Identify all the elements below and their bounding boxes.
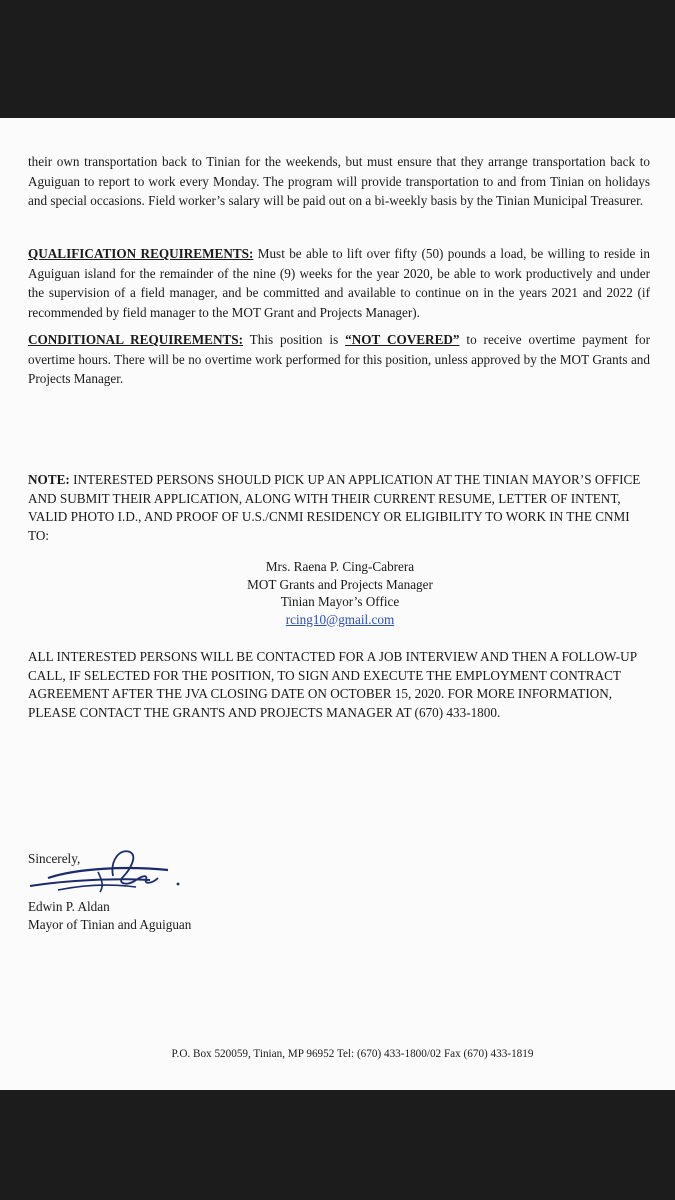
qualification-paragraph: [28, 244, 650, 322]
contact-office: Tinian Mayor’s Office: [280, 594, 400, 609]
note-label: NOTE:: [28, 472, 70, 487]
bottom-black-bar: [0, 1090, 675, 1200]
closing-notice: ALL INTERESTED PERSONS WILL BE CONTACTED FOR A JOB INTERVIEW AND THEN A FOLLOW-UP CALL, IF SELECTED FOR THE POSITION, TO SIGN AND EXECUTE THE EMPLOYMENT CONTRACT AGREEMENT AFTER THE JVA CLOSING DATE ON OCTOBER 15, 2020. FOR MORE INFORMATION, PLEASE CONTACT THE GRANTS AND PROJECTS MANAGER AT (670) 433-1800.: [28, 649, 637, 720]
contact-address-block: [180, 558, 500, 628]
qualification-heading: QUALIFICATION REQUIREMENTS:: [28, 246, 254, 261]
conditional-text-1: This position is: [243, 332, 346, 347]
signature-image: [18, 840, 188, 900]
contact-name: Mrs. Raena P. Cing-Cabrera: [265, 559, 415, 574]
note-text: INTERESTED PERSONS SHOULD PICK UP AN APPLICATION AT THE TINIAN MAYOR’S OFFICE AND SUBMIT THEIR APPLICATION, ALONG WITH THEIR CURRENT RESUME, LETTER OF INTENT, VALID PHOTO I.D., AND PROOF OF U.S./CNMI RESIDENCY OR ELIGIBILITY TO WORK IN THE CNMI TO:: [28, 472, 641, 543]
conditional-text-2: to receive overtime payment for overtime hours. There will be no overtime work performed for this position, unless approved by the MOT Grants and Projects Manager.: [28, 332, 650, 387]
conditional-heading: CONDITIONAL REQUIREMENTS:: [28, 332, 244, 347]
contact-email-link[interactable]: rcing10@gmail.com: [285, 611, 395, 627]
letterhead-footer: P.O. Box 520059, Tinian, MP 96952 Tel: (670) 433-1800/02 Fax (670) 433-1819: [171, 1048, 534, 1060]
salutation: Sincerely,: [28, 851, 81, 866]
contact-title: MOT Grants and Projects Manager: [247, 576, 433, 592]
letter-page: [0, 118, 675, 1090]
top-black-bar: [0, 0, 675, 118]
note-paragraph: [28, 471, 650, 545]
qualification-text: Must be able to lift over fifty (50) pounds a load, be willing to reside in Aguiguan island for the remainder of the nine (9) weeks for the year 2020, be able to work productively and under the supervision of a field manager, and be committed and available to continue on in the years 2021 and 2022 (if recommended by field manager to the MOT Grant and Projects Manager).: [28, 246, 650, 320]
intro-paragraph: their own transportation back to Tinian for the weekends, but must ensure that they arrange transportation back to Aguiguan to report to work every Monday. The program will provide transportation to and from Tinian on holidays and special occasions. Field worker’s salary will be paid out on a bi-weekly basis by the Tinian Municipal Treasurer.: [28, 154, 650, 209]
signer-name: Edwin P. Aldan: [28, 899, 110, 914]
not-covered-emphasis: “NOT COVERED”: [345, 332, 460, 347]
conditional-paragraph: [28, 330, 650, 389]
signer-title: Mayor of Tinian and Aguiguan: [28, 917, 192, 932]
